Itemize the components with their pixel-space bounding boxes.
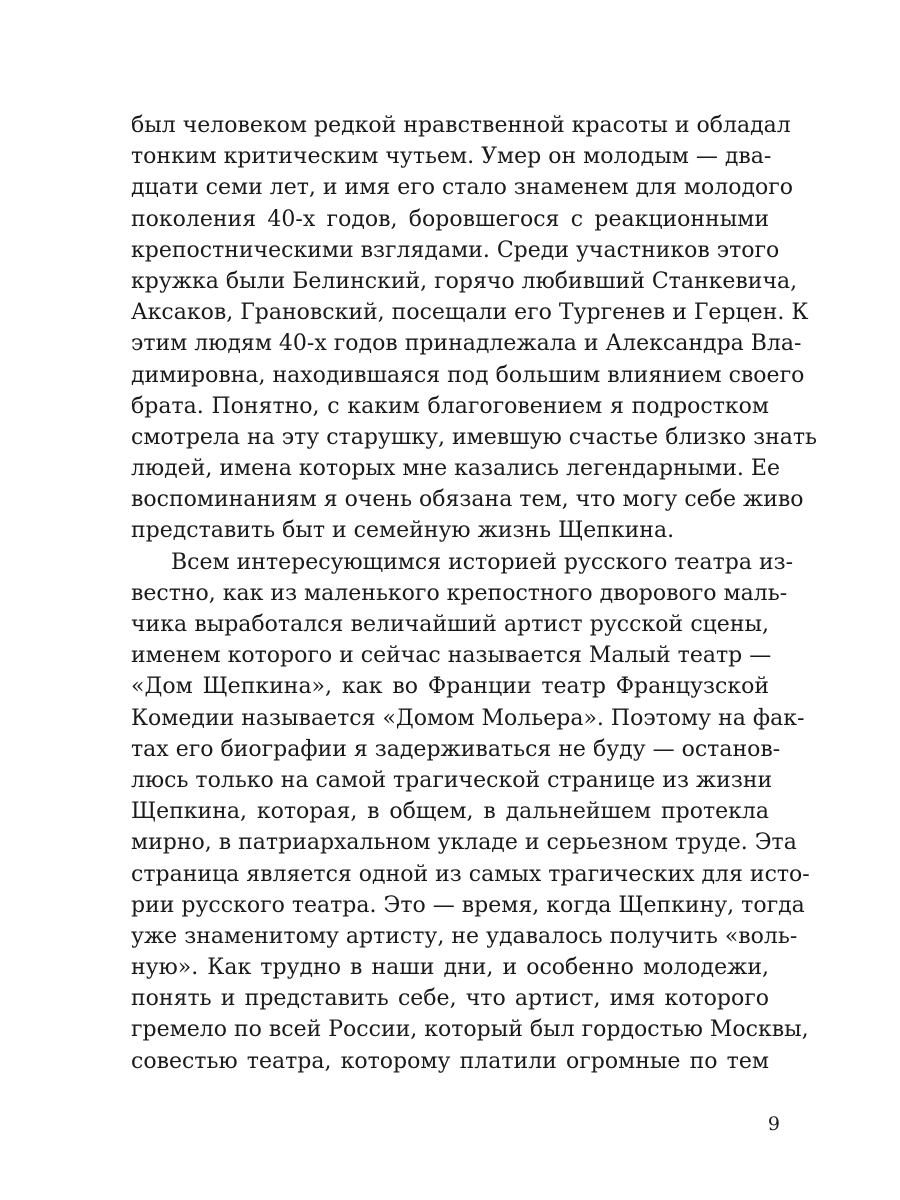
text-line: дцати семи лет, и имя его стало знаменем для молодого [131, 175, 794, 201]
page-number: 9 [767, 1113, 780, 1135]
text-line: гремело по всей России, который был гордостью Москвы, [131, 1017, 809, 1043]
text-line: тах его биографии я задерживаться не буду — останов- [131, 736, 781, 762]
text-line: брата. Понятно, с каким благоговением я подростком [131, 393, 769, 419]
text-line: людей, имена которых мне казались легендарными. Ее [131, 456, 780, 482]
text-line: смотрела на эту старушку, имевшую счастье близко знать [131, 424, 817, 450]
text-line: именем которого и сейчас называется Малый театр — [131, 643, 772, 669]
text-line: был человеком редкой нравственной красоты и обладал [131, 113, 791, 138]
text-line: чика выработался величайший артист русской сцены, [131, 612, 769, 637]
text-line: воспоминаниям я очень обязана тем, что могу себе живо [131, 487, 804, 513]
text-line: мирно, в патриархальном укладе и серьезном труде. Эта [131, 830, 797, 856]
text-line: люсь только на самой трагической странице из жизни [131, 767, 773, 793]
text-line: поколения 40-х годов, боровшегося с реакционными [131, 206, 769, 232]
text-line: кружка были Белинский, горячо любивший Станкевича, [131, 268, 798, 294]
text-line: Аксаков, Грановский, посещали его Тургенев и Герцен. К [131, 300, 809, 326]
text-line: страница является одной из самых трагических для исто- [131, 861, 810, 887]
paragraph-1 [131, 110, 817, 547]
text-line: Комедии называется «Домом Мольера». Поэтому на фак- [131, 705, 805, 731]
text-line: тонким критическим чутьем. Умер он молодым — два- [131, 144, 772, 170]
paragraph-2 [131, 547, 810, 1077]
text-line: «Дом Щепкина», как во Франции театр Французской [131, 674, 769, 700]
text-line: этим людям 40-х годов принадлежала и Александра Вла- [131, 331, 802, 357]
text-line: ную». Как трудно в наши дни, и особенно молодежи, [131, 955, 769, 981]
text-line: Щепкина, которая, в общем, в дальнейшем протекла [131, 799, 769, 825]
text-line: рии русского театра. Это — время, когда Щепкину, тогда [131, 892, 805, 918]
text-line: димировна, находившаяся под большим влиянием своего [131, 362, 805, 388]
text-line: Всем интересующимся историей русского театра из- [171, 549, 794, 575]
text-line: вестно, как из маленького крепостного дворового маль- [131, 580, 788, 606]
text-line: представить быт и семейную жизнь Щепкина. [131, 518, 675, 544]
text-line: совестью театра, которому платили огромные по тем [131, 1048, 769, 1074]
text-line: крепостническими взглядами. Среди участников этого [131, 237, 780, 263]
body-text [131, 110, 817, 1077]
text-line: уже знаменитому артисту, не удавалось получить «воль- [131, 923, 798, 949]
text-line: понять и представить себе, что артист, имя которого [131, 986, 769, 1012]
